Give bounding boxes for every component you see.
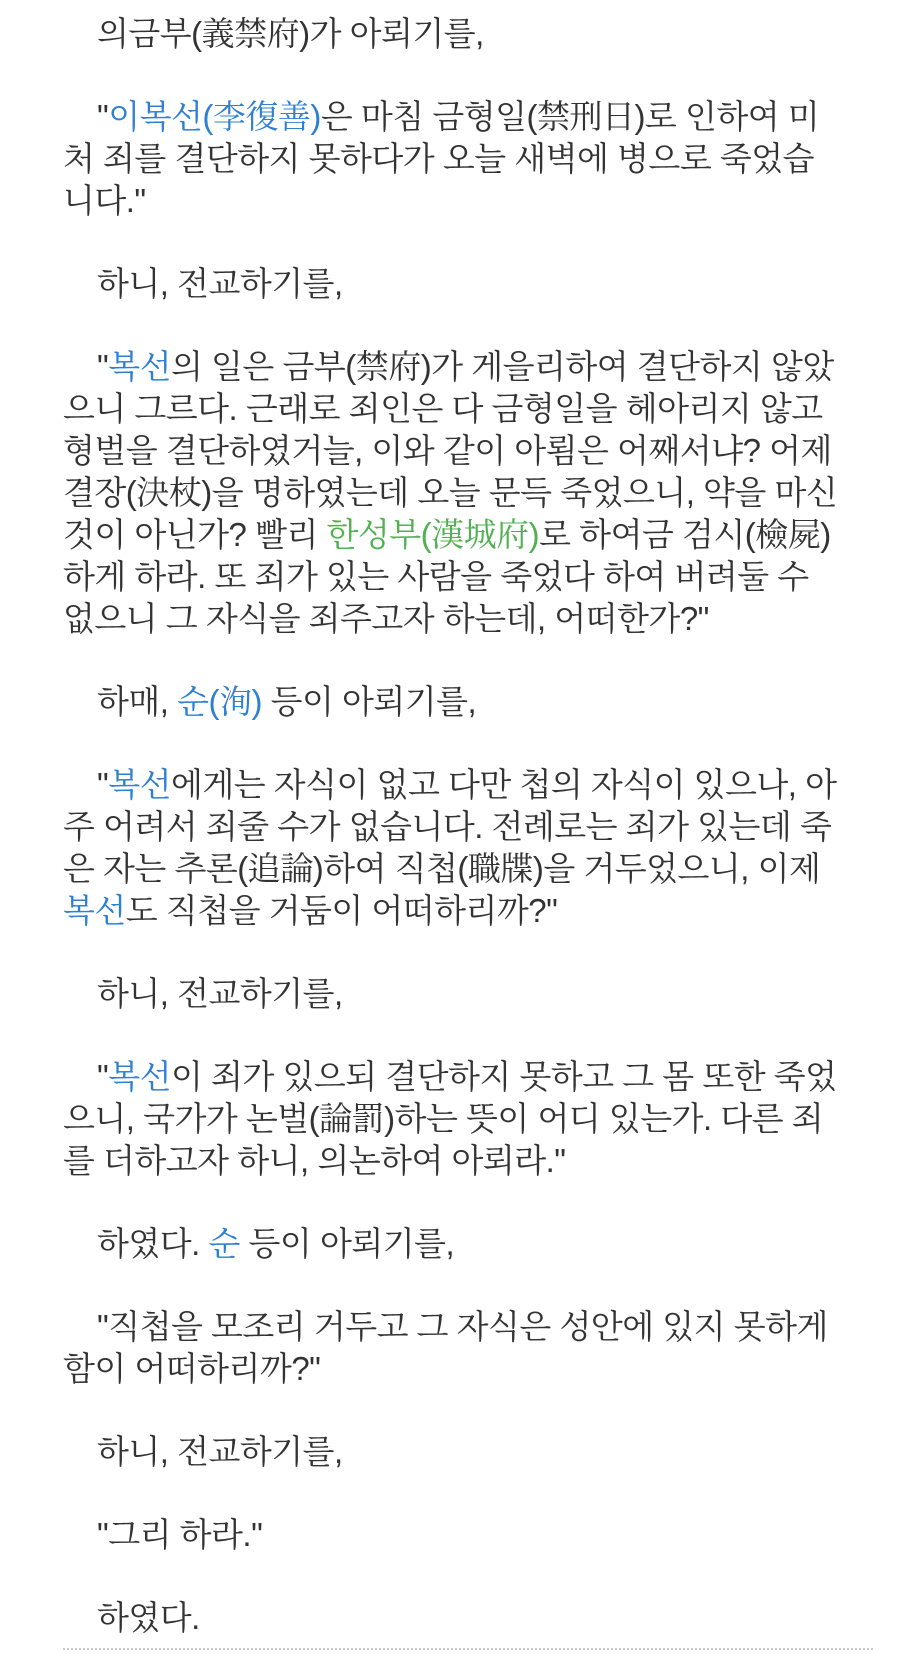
text-run: " — [97, 766, 109, 803]
text-run: " — [97, 98, 109, 135]
paragraph — [63, 681, 842, 723]
paragraph — [63, 263, 842, 305]
text-run: "직첩을 모조리 거두고 그 자식은 성안에 있지 못하게 함이 어떠하리까?" — [63, 1308, 828, 1387]
text-run: 하니, 전교하기를, — [97, 975, 343, 1012]
text-run: 로 하여금 검시(檢屍)하게 하라. 또 죄가 있는 사람을 죽었다 하여 버려둘 수 없으니 그 자식을 죄주고자 하는데, 어떠한가?" — [63, 516, 831, 637]
text-run: 도 직첩을 거둠이 어떠하리까?" — [125, 892, 558, 929]
dotted-divider — [63, 1648, 873, 1650]
place-name-link[interactable]: 한성부(漢城府) — [326, 516, 540, 553]
paragraph — [63, 1514, 842, 1556]
text-run: "그리 하라." — [97, 1516, 263, 1553]
paragraph — [63, 973, 842, 1015]
text-run: 하니, 전교하기를, — [97, 1433, 343, 1470]
text-run: 이 죄가 있으되 결단하지 못하고 그 몸 또한 죽었으니, 국가가 논벌(論罰)하는 뜻이 어디 있는가. 다른 죄를 더하고자 하니, 의논하여 아뢰라." — [63, 1058, 837, 1179]
text-run: 의금부(義禁府)가 아뢰기를, — [97, 15, 484, 52]
text-run: 등이 아뢰기를, — [239, 1225, 455, 1262]
text-run: 은 마침 금형일(禁刑日)로 인하여 미처 죄를 결단하지 못하다가 오늘 새벽에 병으로 죽었습니다." — [63, 98, 820, 219]
person-name-link[interactable]: 복선 — [108, 348, 171, 385]
paragraph — [63, 1597, 842, 1639]
person-name-link[interactable]: 복선 — [63, 892, 126, 929]
text-run: 하니, 전교하기를, — [97, 265, 343, 302]
paragraph — [63, 346, 842, 640]
paragraph — [63, 764, 842, 932]
person-name-link[interactable]: 복선 — [108, 766, 171, 803]
paragraph — [63, 1306, 842, 1390]
person-name-link[interactable]: 이복선(李復善) — [108, 98, 321, 135]
paragraph — [63, 1056, 842, 1182]
text-run: 하매, — [97, 683, 178, 720]
person-name-link[interactable]: 복선 — [108, 1058, 171, 1095]
text-run: 하였다. — [97, 1225, 209, 1262]
paragraph — [63, 96, 842, 222]
person-name-link[interactable]: 순(洵) — [177, 683, 262, 720]
text-run: 하였다. — [97, 1599, 200, 1636]
paragraph — [63, 1431, 842, 1473]
text-run: 에게는 자식이 없고 다만 첩의 자식이 있으나, 아주 어려서 죄줄 수가 없습니다. 전례로는 죄가 있는데 죽은 자는 추론(追論)하여 직첩(職牒)을 거두었으니, 이제 — [63, 766, 837, 887]
text-run: 의 일은 금부(禁府)가 게을리하여 결단하지 않았으니 그르다. 근래로 죄인은 다 금형일을 헤아리지 않고 형벌을 결단하였거늘, 이와 같이 아룀은 어째서냐? 어제 결장(決杖)을 명하였는데 오늘 문득 죽었으니, 약을 마신 것이 아닌가? 빨리 — [63, 348, 838, 553]
person-name-link[interactable]: 순 — [208, 1225, 240, 1262]
text-run: " — [97, 1058, 109, 1095]
text-run: " — [97, 348, 109, 385]
paragraph — [63, 1223, 842, 1265]
text-run: 등이 아뢰기를, — [261, 683, 477, 720]
paragraph — [63, 13, 842, 55]
